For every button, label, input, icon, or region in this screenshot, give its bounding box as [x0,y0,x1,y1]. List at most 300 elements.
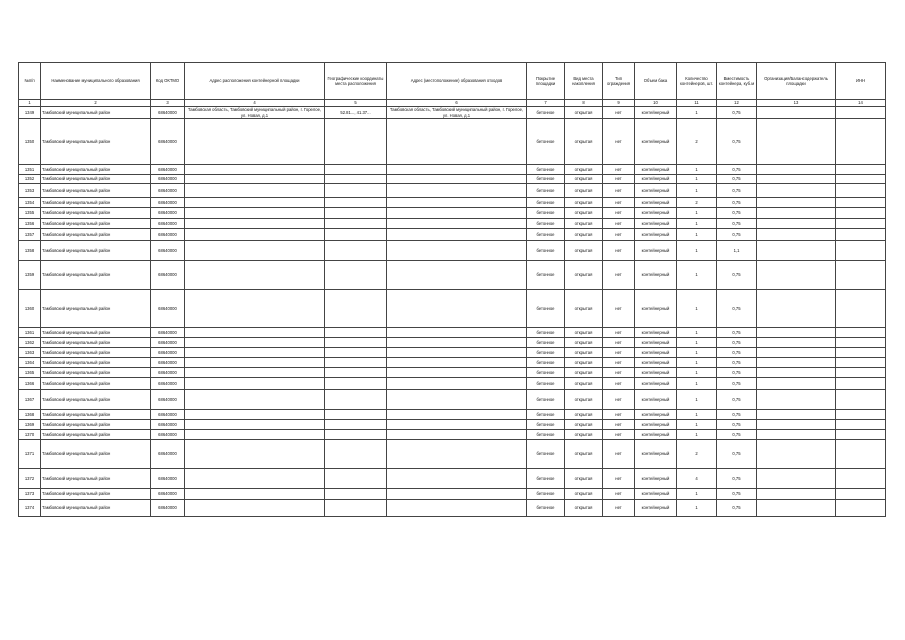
cell-kind: открытая [565,348,603,358]
cell-mun: Тамбовский муниципальный район [41,338,151,348]
cell-kind: открытая [565,175,603,184]
column-number: 14 [836,100,886,107]
cell-addr [185,430,325,440]
cell-oktmo: 68640000 [151,358,185,368]
cell-org [757,165,836,175]
cell-cap: 0,75 [717,420,757,430]
cell-cap: 0,75 [717,107,757,119]
cell-fence: нет [603,440,635,469]
cell-mun: Тамбовский муниципальный район [41,165,151,175]
cell-n: 1358 [19,241,41,261]
column-number: 10 [635,100,677,107]
cell-org [757,489,836,500]
registry-table [18,62,886,517]
cell-oktmo: 68640000 [151,489,185,500]
cell-n: 1363 [19,348,41,358]
cell-coord [325,338,387,348]
cell-cnt: 2 [677,440,717,469]
cell-vol: контейнерный [635,290,677,328]
cell-coord [325,165,387,175]
cell-org [757,290,836,328]
cell-cnt: 4 [677,469,717,489]
cell-cover: бетонное [527,290,565,328]
cell-cap: 0,75 [717,328,757,338]
cell-cover: бетонное [527,500,565,517]
cell-addr [185,198,325,208]
cell-cnt: 1 [677,358,717,368]
cell-addr [185,261,325,290]
cell-vol: контейнерный [635,208,677,219]
cell-cap: 0,75 [717,500,757,517]
cell-fence: нет [603,208,635,219]
table-row [19,261,886,290]
cell-cap: 0,75 [717,378,757,390]
cell-fence: нет [603,430,635,440]
cell-addr [185,410,325,420]
cell-src [387,175,527,184]
column-header: Тип ограждения [603,63,635,100]
cell-oktmo: 68640000 [151,165,185,175]
cell-vol: контейнерный [635,430,677,440]
table-row [19,229,886,241]
cell-cnt: 1 [677,219,717,229]
cell-inn [836,119,886,165]
cell-n: 1374 [19,500,41,517]
cell-mun: Тамбовский муниципальный район [41,328,151,338]
cell-coord [325,198,387,208]
cell-vol: контейнерный [635,107,677,119]
cell-mun: Тамбовский муниципальный район [41,390,151,410]
cell-src [387,500,527,517]
cell-n: 1360 [19,290,41,328]
cell-n: 1368 [19,410,41,420]
cell-inn [836,184,886,198]
cell-coord [325,290,387,328]
cell-cover: бетонное [527,368,565,378]
cell-org [757,198,836,208]
cell-addr [185,469,325,489]
cell-mun: Тамбовский муниципальный район [41,500,151,517]
column-header: Количество контейнеров, шт. [677,63,717,100]
cell-src [387,390,527,410]
cell-vol: контейнерный [635,390,677,410]
cell-cover: бетонное [527,241,565,261]
cell-vol: контейнерный [635,119,677,165]
cell-org [757,420,836,430]
cell-inn [836,368,886,378]
cell-src [387,208,527,219]
cell-mun: Тамбовский муниципальный район [41,241,151,261]
table-row [19,440,886,469]
cell-org [757,390,836,410]
cell-cnt: 1 [677,241,717,261]
cell-src [387,229,527,241]
cell-cover: бетонное [527,328,565,338]
cell-addr [185,184,325,198]
table-row [19,469,886,489]
cell-coord [325,500,387,517]
cell-vol: контейнерный [635,165,677,175]
column-number: 4 [185,100,325,107]
cell-src [387,338,527,348]
cell-vol: контейнерный [635,184,677,198]
cell-n: 1373 [19,489,41,500]
cell-coord [325,489,387,500]
cell-cap: 0,75 [717,219,757,229]
cell-org [757,184,836,198]
cell-org [757,107,836,119]
cell-cap: 0,75 [717,338,757,348]
column-header: Вместимость контейнера, куб.м [717,63,757,100]
cell-coord [325,378,387,390]
cell-vol: контейнерный [635,358,677,368]
cell-src [387,358,527,368]
column-number: 6 [387,100,527,107]
cell-cnt: 1 [677,261,717,290]
cell-kind: открытая [565,469,603,489]
cell-cover: бетонное [527,107,565,119]
cell-addr [185,440,325,469]
cell-n: 1353 [19,184,41,198]
table-row [19,165,886,175]
cell-cap: 0,75 [717,184,757,198]
cell-inn [836,410,886,420]
cell-vol: контейнерный [635,469,677,489]
cell-cnt: 1 [677,348,717,358]
cell-src [387,368,527,378]
cell-vol: контейнерный [635,338,677,348]
cell-cover: бетонное [527,119,565,165]
table-row [19,368,886,378]
cell-cnt: 1 [677,175,717,184]
cell-kind: открытая [565,107,603,119]
cell-cnt: 1 [677,107,717,119]
cell-inn [836,175,886,184]
cell-addr [185,500,325,517]
column-number: 3 [151,100,185,107]
table-row [19,390,886,410]
cell-org [757,500,836,517]
column-header: Код ОКТМО [151,63,185,100]
cell-cnt: 2 [677,119,717,165]
cell-addr [185,489,325,500]
cell-fence: нет [603,489,635,500]
cell-fence: нет [603,241,635,261]
cell-oktmo: 68640000 [151,500,185,517]
cell-cover: бетонное [527,358,565,368]
table-row [19,241,886,261]
cell-coord [325,261,387,290]
cell-cover: бетонное [527,489,565,500]
cell-kind: открытая [565,358,603,368]
cell-mun: Тамбовский муниципальный район [41,348,151,358]
cell-cap: 0,75 [717,430,757,440]
cell-cover: бетонное [527,184,565,198]
cell-kind: открытая [565,328,603,338]
column-header: Организация/Балансодержатель площадки [757,63,836,100]
cell-addr [185,165,325,175]
cell-fence: нет [603,328,635,338]
table-row [19,175,886,184]
column-header: №п/п [19,63,41,100]
column-header: Вид места накопления [565,63,603,100]
cell-n: 1355 [19,208,41,219]
cell-cap: 0,75 [717,261,757,290]
cell-kind: открытая [565,184,603,198]
column-header: Покрытие площадки [527,63,565,100]
cell-vol: контейнерный [635,440,677,469]
cell-coord [325,469,387,489]
table-row [19,348,886,358]
cell-oktmo: 68640000 [151,348,185,358]
cell-kind: открытая [565,368,603,378]
cell-oktmo: 68640000 [151,290,185,328]
cell-cnt: 1 [677,165,717,175]
cell-src [387,241,527,261]
cell-src [387,290,527,328]
cell-fence: нет [603,390,635,410]
cell-cap: 0,75 [717,469,757,489]
cell-n: 1359 [19,261,41,290]
column-number: 8 [565,100,603,107]
cell-oktmo: 68640000 [151,241,185,261]
cell-n: 1354 [19,198,41,208]
cell-inn [836,489,886,500]
cell-cover: бетонное [527,348,565,358]
cell-inn [836,219,886,229]
cell-kind: открытая [565,430,603,440]
cell-kind: открытая [565,290,603,328]
column-number: 11 [677,100,717,107]
cell-oktmo: 68640000 [151,107,185,119]
cell-org [757,328,836,338]
cell-inn [836,261,886,290]
cell-fence: нет [603,261,635,290]
cell-mun: Тамбовский муниципальный район [41,184,151,198]
cell-cap: 0,75 [717,410,757,420]
cell-kind: открытая [565,261,603,290]
cell-src [387,378,527,390]
cell-kind: открытая [565,338,603,348]
cell-mun: Тамбовский муниципальный район [41,368,151,378]
cell-cap: 0,75 [717,368,757,378]
cell-org [757,348,836,358]
cell-oktmo: 68640000 [151,420,185,430]
cell-inn [836,338,886,348]
cell-cnt: 1 [677,500,717,517]
table-row [19,410,886,420]
cell-cnt: 1 [677,489,717,500]
cell-cover: бетонное [527,261,565,290]
cell-vol: контейнерный [635,261,677,290]
table-row [19,328,886,338]
cell-inn [836,208,886,219]
cell-cap: 0,75 [717,229,757,241]
cell-src [387,328,527,338]
cell-n: 1349 [19,107,41,119]
cell-fence: нет [603,290,635,328]
cell-n: 1356 [19,219,41,229]
cell-kind: открытая [565,165,603,175]
cell-addr [185,219,325,229]
cell-addr [185,290,325,328]
cell-n: 1351 [19,165,41,175]
cell-org [757,175,836,184]
cell-addr [185,378,325,390]
cell-coord: 52.81..., 41.37... [325,107,387,119]
cell-addr [185,358,325,368]
cell-cover: бетонное [527,198,565,208]
cell-addr [185,338,325,348]
cell-inn [836,358,886,368]
cell-cap: 0,75 [717,348,757,358]
cell-src [387,469,527,489]
cell-vol: контейнерный [635,229,677,241]
cell-oktmo: 68640000 [151,368,185,378]
cell-org [757,368,836,378]
table-row [19,208,886,219]
column-header: Наименование муниципального образования [41,63,151,100]
cell-src [387,410,527,420]
cell-coord [325,208,387,219]
cell-fence: нет [603,338,635,348]
cell-n: 1367 [19,390,41,410]
cell-cover: бетонное [527,229,565,241]
cell-cap: 0,75 [717,165,757,175]
cell-org [757,119,836,165]
cell-n: 1362 [19,338,41,348]
cell-cap: 0,75 [717,358,757,368]
cell-coord [325,328,387,338]
cell-cap: 0,75 [717,175,757,184]
cell-kind: открытая [565,489,603,500]
header-row [19,63,886,100]
cell-kind: открытая [565,500,603,517]
cell-oktmo: 68640000 [151,410,185,420]
cell-vol: контейнерный [635,198,677,208]
cell-cap: 0,75 [717,489,757,500]
cell-addr [185,119,325,165]
cell-cnt: 1 [677,378,717,390]
table-row [19,119,886,165]
cell-org [757,358,836,368]
cell-oktmo: 68640000 [151,184,185,198]
cell-mun: Тамбовский муниципальный район [41,440,151,469]
cell-fence: нет [603,219,635,229]
cell-mun: Тамбовский муниципальный район [41,430,151,440]
cell-fence: нет [603,175,635,184]
cell-vol: контейнерный [635,410,677,420]
cell-coord [325,119,387,165]
cell-mun: Тамбовский муниципальный район [41,469,151,489]
cell-inn [836,290,886,328]
cell-vol: контейнерный [635,368,677,378]
cell-org [757,410,836,420]
cell-coord [325,348,387,358]
table-row [19,219,886,229]
cell-cover: бетонное [527,208,565,219]
cell-n: 1352 [19,175,41,184]
table-row [19,489,886,500]
cell-mun: Тамбовский муниципальный район [41,358,151,368]
cell-inn [836,229,886,241]
cell-fence: нет [603,500,635,517]
cell-coord [325,440,387,469]
cell-cap: 1,1 [717,241,757,261]
column-number: 7 [527,100,565,107]
cell-src [387,261,527,290]
cell-addr: Тамбовская область, Тамбовский муниципальный район, г. Горелое, ул. Новая, д.1 [185,107,325,119]
cell-cover: бетонное [527,390,565,410]
cell-n: 1366 [19,378,41,390]
cell-org [757,229,836,241]
cell-n: 1370 [19,430,41,440]
cell-addr [185,241,325,261]
cell-vol: контейнерный [635,219,677,229]
cell-src [387,119,527,165]
table-row [19,378,886,390]
column-header: Объем бака [635,63,677,100]
column-number-row [19,100,886,107]
cell-addr [185,390,325,410]
cell-coord [325,184,387,198]
cell-addr [185,420,325,430]
table-row [19,430,886,440]
cell-oktmo: 68640000 [151,440,185,469]
cell-inn [836,165,886,175]
cell-cap: 0,75 [717,390,757,410]
cell-cap: 0,75 [717,290,757,328]
cell-org [757,430,836,440]
cell-src [387,165,527,175]
cell-inn [836,390,886,410]
cell-kind: открытая [565,229,603,241]
cell-oktmo: 68640000 [151,119,185,165]
cell-org [757,219,836,229]
table-row [19,338,886,348]
cell-inn [836,440,886,469]
cell-coord [325,219,387,229]
cell-cap: 0,75 [717,198,757,208]
cell-mun: Тамбовский муниципальный район [41,175,151,184]
cell-cnt: 1 [677,328,717,338]
cell-mun: Тамбовский муниципальный район [41,378,151,390]
cell-src [387,420,527,430]
cell-mun: Тамбовский муниципальный район [41,198,151,208]
cell-cnt: 1 [677,430,717,440]
column-header: Адрес расположения контейнерной площадки [185,63,325,100]
column-number: 5 [325,100,387,107]
cell-kind: открытая [565,410,603,420]
cell-fence: нет [603,469,635,489]
cell-addr [185,208,325,219]
cell-mun: Тамбовский муниципальный район [41,208,151,219]
cell-fence: нет [603,368,635,378]
cell-cnt: 1 [677,184,717,198]
cell-kind: открытая [565,208,603,219]
cell-src [387,440,527,469]
cell-mun: Тамбовский муниципальный район [41,261,151,290]
cell-cover: бетонное [527,378,565,390]
cell-addr [185,328,325,338]
cell-kind: открытая [565,219,603,229]
cell-oktmo: 68640000 [151,175,185,184]
cell-inn [836,198,886,208]
cell-fence: нет [603,165,635,175]
cell-kind: открытая [565,390,603,410]
cell-n: 1372 [19,469,41,489]
cell-cnt: 1 [677,410,717,420]
